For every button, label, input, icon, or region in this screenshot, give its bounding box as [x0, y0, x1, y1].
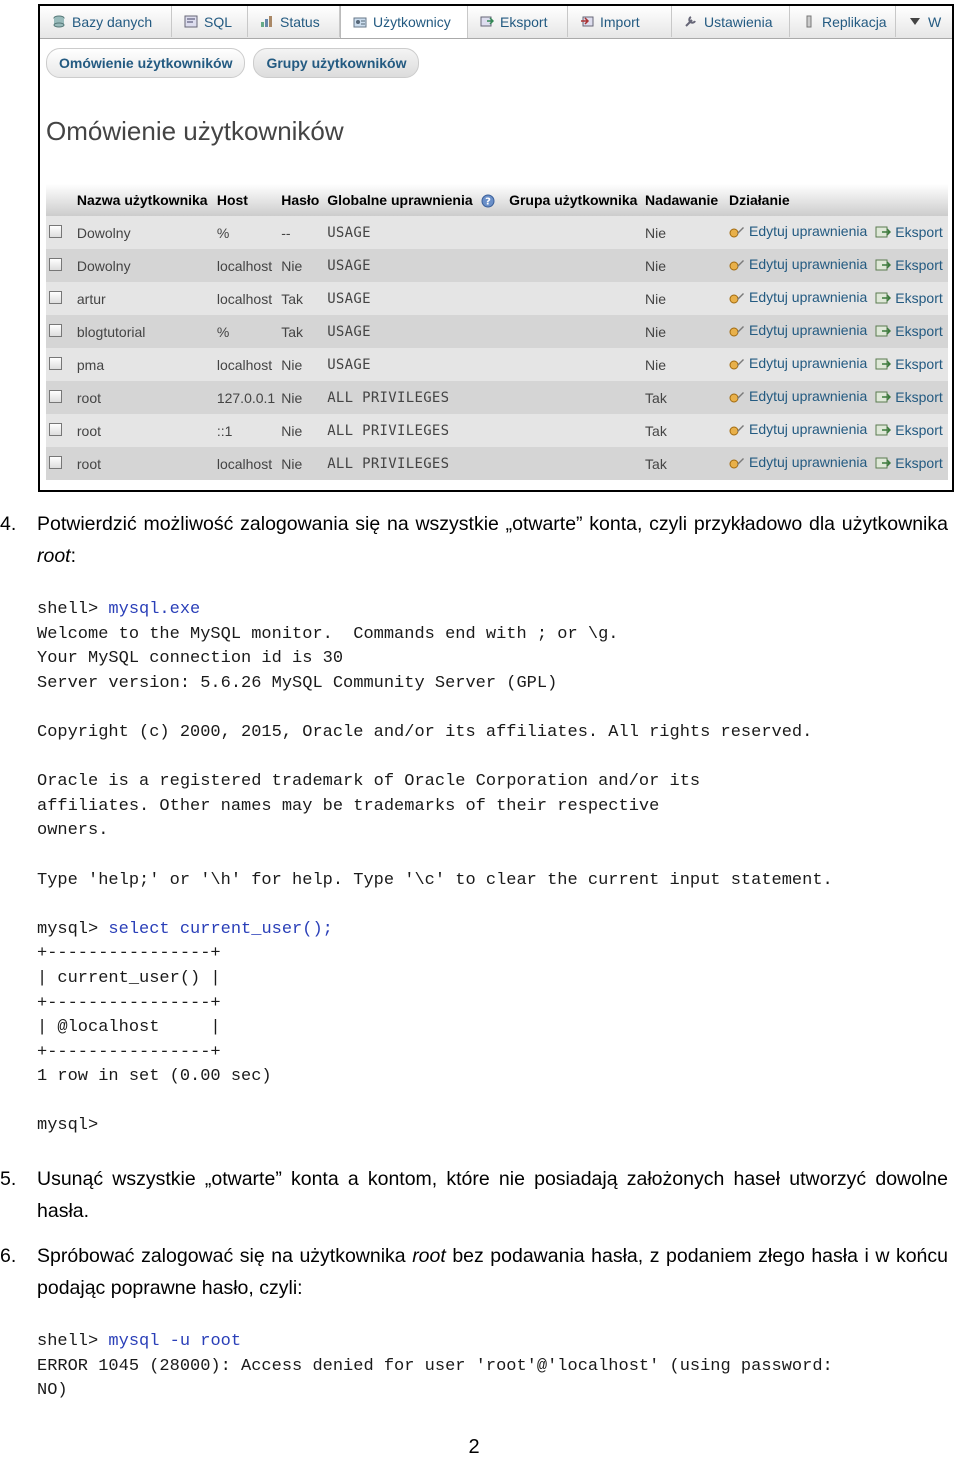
- row-checkbox[interactable]: [49, 291, 62, 304]
- subtab-bar: [46, 48, 419, 78]
- replication-icon: [802, 15, 816, 28]
- cell-actions: [726, 282, 948, 315]
- list-item-text: [37, 508, 948, 572]
- export-user-label: Eksport: [895, 355, 943, 372]
- export-user-label: Eksport: [895, 256, 943, 273]
- cell-user-group: [506, 216, 642, 249]
- cell-actions: [726, 414, 948, 447]
- cell-global-privileges: ALL PRIVILEGES: [324, 414, 506, 447]
- edit-privileges-link[interactable]: [729, 223, 867, 239]
- table-header-row: [46, 184, 948, 216]
- cell-host: %: [214, 216, 278, 249]
- tab-settings[interactable]: [672, 6, 790, 37]
- dropdown-icon: [908, 15, 922, 28]
- export-user-link[interactable]: [875, 257, 942, 273]
- cell-actions: [726, 348, 948, 381]
- export-user-icon: [875, 291, 891, 305]
- edit-privileges-icon: [729, 257, 745, 272]
- export-user-label: Eksport: [895, 223, 943, 240]
- cell-username: Dowolny: [74, 216, 214, 249]
- export-user-icon: [875, 390, 891, 404]
- column-header-password[interactable]: Hasło: [278, 184, 324, 216]
- cell-username: pma: [74, 348, 214, 381]
- console-command: mysql.exe: [108, 600, 201, 619]
- cell-host: localhost: [214, 447, 278, 480]
- cell-host: 127.0.0.1: [214, 381, 278, 414]
- tab-replication[interactable]: [790, 6, 896, 37]
- export-user-link[interactable]: [875, 422, 942, 438]
- list-item-text: Usunąć wszystkie „otwarte” konta a kontom, które nie posiadają założonych haseł utworzyć dowolne hasła.: [37, 1168, 948, 1222]
- cell-grant: Nie: [642, 249, 726, 282]
- users-icon: [353, 16, 367, 29]
- row-checkbox[interactable]: [49, 225, 62, 238]
- tab-status[interactable]: [248, 6, 340, 37]
- cell-grant: Nie: [642, 348, 726, 381]
- row-select-cell: [46, 381, 74, 414]
- table-row: [46, 381, 948, 414]
- console-listing-1: [37, 598, 833, 1139]
- row-select-cell: [46, 282, 74, 315]
- column-header-global-privileges-label[interactable]: Globalne uprawnienia: [327, 191, 473, 208]
- italic-term: root: [37, 545, 71, 567]
- text-segment: Spróbować zalogować się na użytkownika: [37, 1245, 413, 1267]
- tab-sql[interactable]: [172, 6, 248, 37]
- export-user-label: Eksport: [895, 454, 943, 471]
- export-user-link[interactable]: [875, 290, 942, 306]
- users-table: [46, 184, 948, 480]
- edit-privileges-icon: [729, 455, 745, 470]
- page-number: 2: [468, 1436, 480, 1458]
- shell-prompt: shell>: [37, 1332, 109, 1351]
- cell-global-privileges: USAGE: [324, 216, 506, 249]
- shell-prompt: shell>: [37, 600, 109, 619]
- status-icon: [260, 15, 274, 28]
- cell-host: %: [214, 315, 278, 348]
- text-segment: Potwierdzić możliwość zalogowania się na wszystkie „otwarte” konta, czyli przykładowo dla użytkownika: [37, 513, 948, 535]
- edit-privileges-icon: [729, 422, 745, 437]
- cell-global-privileges: ALL PRIVILEGES: [324, 447, 506, 480]
- tab-label: Użytkownicy: [373, 14, 451, 30]
- list-number: 4.: [0, 513, 17, 535]
- cell-grant: Tak: [642, 414, 726, 447]
- export-user-icon: [875, 456, 891, 470]
- tab-label: Eksport: [500, 13, 548, 30]
- cell-username: Dowolny: [74, 249, 214, 282]
- subtab-users-overview[interactable]: Omówienie użytkowników: [46, 48, 245, 78]
- edit-privileges-label: Edytuj uprawnienia: [748, 223, 868, 240]
- cell-user-group: [506, 447, 642, 480]
- cell-username: artur: [74, 282, 214, 315]
- list-number: 6.: [0, 1245, 17, 1267]
- console-command: mysql -u root: [108, 1332, 242, 1351]
- tab-export[interactable]: [468, 6, 568, 37]
- export-user-link[interactable]: [875, 224, 942, 240]
- cell-password: Tak: [278, 315, 324, 348]
- cell-host: ::1: [214, 414, 278, 447]
- column-header-username[interactable]: Nazwa użytkownika: [74, 184, 214, 216]
- edit-privileges-icon: [729, 224, 745, 239]
- edit-privileges-label: Edytuj uprawnienia: [748, 256, 868, 273]
- edit-privileges-link[interactable]: [729, 421, 867, 437]
- table-row: [46, 315, 948, 348]
- export-user-link[interactable]: [875, 455, 942, 471]
- edit-privileges-label: Edytuj uprawnienia: [748, 289, 868, 306]
- cell-username: root: [74, 447, 214, 480]
- row-checkbox[interactable]: [49, 390, 62, 403]
- cell-user-group: [506, 348, 642, 381]
- cell-host: localhost: [214, 348, 278, 381]
- table-row: [46, 282, 948, 315]
- cell-user-group: [506, 282, 642, 315]
- tab-label: W: [928, 13, 942, 30]
- console-output: +----------------+ | current_user() | +----------------+ | @localhost | +----------------+ 1 row in set (0.00 sec) mysql>: [37, 944, 272, 1136]
- table-row: [46, 348, 948, 381]
- cell-global-privileges: USAGE: [324, 282, 506, 315]
- cell-password: Nie: [278, 348, 324, 381]
- edit-privileges-link[interactable]: [729, 388, 867, 404]
- table-row: [46, 216, 948, 249]
- edit-privileges-label: Edytuj uprawnienia: [748, 388, 868, 405]
- console-output: ERROR 1045 (28000): Access denied for user 'root'@'localhost' (using password: NO): [37, 1356, 833, 1401]
- column-header-host[interactable]: Host: [214, 184, 278, 216]
- edit-privileges-link[interactable]: [729, 322, 867, 338]
- cell-user-group: [506, 249, 642, 282]
- cell-actions: [726, 447, 948, 480]
- text-segment: bez podawania hasła, z podaniem złego hasła i w końcu podając poprawne hasło, czyli:: [37, 1245, 948, 1299]
- cell-password: --: [278, 216, 324, 249]
- cell-global-privileges: USAGE: [324, 249, 506, 282]
- cell-username: root: [74, 381, 214, 414]
- edit-privileges-icon: [729, 290, 745, 305]
- edit-privileges-label: Edytuj uprawnienia: [748, 421, 868, 438]
- console-command: select current_user();: [108, 919, 333, 939]
- edit-privileges-link[interactable]: [729, 355, 867, 371]
- tab-label: Ustawienia: [704, 13, 773, 30]
- console-listing-2: [37, 1330, 833, 1404]
- row-select-cell: [46, 414, 74, 447]
- export-user-link[interactable]: [875, 356, 942, 372]
- row-checkbox[interactable]: [49, 258, 62, 271]
- cell-actions: [726, 315, 948, 348]
- italic-term: root: [412, 1245, 446, 1267]
- cell-user-group: [506, 414, 642, 447]
- database-icon: [52, 15, 66, 28]
- column-header-user-group[interactable]: Grupa użytkownika: [506, 184, 642, 216]
- table-row: [46, 249, 948, 282]
- help-icon[interactable]: [481, 194, 495, 208]
- cell-actions: [726, 249, 948, 282]
- tab-users[interactable]: [340, 6, 468, 38]
- edit-privileges-icon: [729, 389, 745, 404]
- edit-privileges-link[interactable]: [729, 454, 867, 470]
- cell-global-privileges: ALL PRIVILEGES: [324, 381, 506, 414]
- cell-user-group: [506, 315, 642, 348]
- cell-grant: Nie: [642, 315, 726, 348]
- column-header-action: Działanie: [726, 184, 948, 216]
- tab-label: Replikacja: [822, 13, 887, 30]
- row-checkbox[interactable]: [49, 456, 62, 469]
- column-header-global-privileges: [324, 184, 506, 216]
- column-header-select: [46, 184, 74, 216]
- export-user-link[interactable]: [875, 389, 942, 405]
- cell-grant: Tak: [642, 447, 726, 480]
- phpmyadmin-screenshot: [38, 4, 954, 492]
- export-icon: [480, 15, 494, 28]
- tab-database[interactable]: [40, 6, 172, 37]
- tab-label: Bazy danych: [72, 13, 153, 30]
- edit-privileges-label: Edytuj uprawnienia: [748, 454, 868, 471]
- export-user-link[interactable]: [875, 323, 942, 339]
- export-user-icon: [875, 258, 891, 272]
- cell-actions: [726, 216, 948, 249]
- cell-password: Nie: [278, 414, 324, 447]
- top-tab-bar: [40, 6, 952, 39]
- list-number: 5.: [0, 1168, 17, 1190]
- import-icon: [580, 15, 594, 28]
- cell-password: Nie: [278, 447, 324, 480]
- edit-privileges-icon: [729, 323, 745, 338]
- edit-privileges-icon: [729, 356, 745, 371]
- row-checkbox[interactable]: [49, 324, 62, 337]
- cell-global-privileges: USAGE: [324, 348, 506, 381]
- page-title: Omówienie użytkowników: [46, 116, 344, 146]
- column-header-grant[interactable]: Nadawanie: [642, 184, 726, 216]
- cell-password: Nie: [278, 249, 324, 282]
- cell-password: Tak: [278, 282, 324, 315]
- cell-username: root: [74, 414, 214, 447]
- tab-label: Status: [280, 13, 320, 30]
- cell-user-group: [506, 381, 642, 414]
- edit-privileges-link[interactable]: [729, 256, 867, 272]
- sql-icon: [184, 15, 198, 28]
- cell-host: localhost: [214, 249, 278, 282]
- edit-privileges-label: Edytuj uprawnienia: [748, 355, 868, 372]
- row-checkbox[interactable]: [49, 357, 62, 370]
- cell-grant: Tak: [642, 381, 726, 414]
- text-segment: :: [70, 545, 77, 567]
- settings-icon: [684, 15, 698, 28]
- export-user-label: Eksport: [895, 388, 943, 405]
- tab-import[interactable]: [568, 6, 672, 37]
- mysql-prompt: mysql>: [37, 919, 109, 939]
- export-user-label: Eksport: [895, 289, 943, 306]
- row-select-cell: [46, 447, 74, 480]
- cell-grant: Nie: [642, 282, 726, 315]
- row-select-cell: [46, 249, 74, 282]
- tab-label: SQL: [204, 13, 233, 30]
- cell-username: blogtutorial: [74, 315, 214, 348]
- export-user-icon: [875, 357, 891, 371]
- edit-privileges-label: Edytuj uprawnienia: [748, 322, 868, 339]
- subtab-user-groups[interactable]: Grupy użytkowników: [253, 48, 419, 78]
- tab-label: Import: [600, 13, 640, 30]
- edit-privileges-link[interactable]: [729, 289, 867, 305]
- cell-global-privileges: USAGE: [324, 315, 506, 348]
- table-row: [46, 414, 948, 447]
- svg-text:?: ?: [484, 196, 491, 208]
- list-item-text: [37, 1240, 948, 1304]
- row-select-cell: [46, 216, 74, 249]
- row-select-cell: [46, 315, 74, 348]
- export-user-label: Eksport: [895, 421, 943, 438]
- console-output: Welcome to the MySQL monitor. Commands end with ; or \g. Your MySQL connection id is 30 Server version: 5.6.26 MySQL Community Server (GPL) Copyright (c) 2000, 2015, Oracle and/or its affiliates. All rights reserved. Oracle is a registered trademark of Oracle Corporation and/or its affiliates. Other names may be trademarks of their respective owners. Type 'help;' or '\h' for help. Type '\c' to clear the current input statement.: [37, 624, 833, 890]
- cell-password: Nie: [278, 381, 324, 414]
- table-row: [46, 447, 948, 480]
- row-checkbox[interactable]: [49, 423, 62, 436]
- export-user-icon: [875, 225, 891, 239]
- cell-actions: [726, 381, 948, 414]
- export-user-label: Eksport: [895, 322, 943, 339]
- export-user-icon: [875, 423, 891, 437]
- export-user-icon: [875, 324, 891, 338]
- cell-host: localhost: [214, 282, 278, 315]
- cell-grant: Nie: [642, 216, 726, 249]
- row-select-cell: [46, 348, 74, 381]
- tab-dropdown[interactable]: [896, 6, 954, 37]
